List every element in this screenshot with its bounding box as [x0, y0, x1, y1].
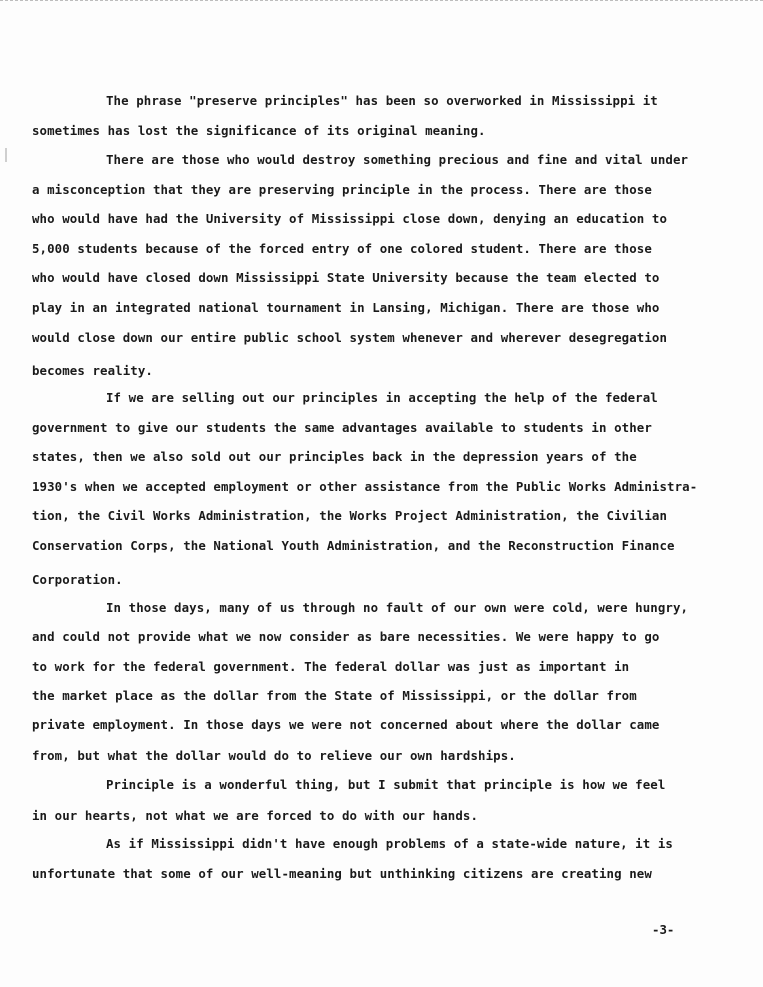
text-line: sometimes has lost the significance of its original meaning.	[32, 123, 486, 138]
text-line: Corporation.	[32, 572, 123, 587]
text-line: the market place as the dollar from the State of Mississippi, or the dollar from	[32, 688, 637, 703]
text-line: would close down our entire public school system whenever and wherever desegregation	[32, 330, 668, 345]
text-line: who would have closed down Mississippi State University because the team elected to	[32, 270, 660, 285]
text-line: As if Mississippi didn't have enough problems of a state-wide nature, it is	[106, 836, 673, 851]
text-line: private employment. In those days we were not concerned about where the dollar came	[32, 717, 660, 732]
margin-mark	[5, 148, 7, 162]
page-number: -3-	[652, 922, 675, 937]
top-dashed-border	[0, 0, 763, 7]
text-line: 1930's when we accepted employment or other assistance from the Public Works Administra-	[32, 479, 698, 494]
text-line: If we are selling out our principles in accepting the help of the federal	[106, 390, 658, 405]
text-line: unfortunate that some of our well-meaning but unthinking citizens are creating new	[32, 866, 652, 881]
text-line: to work for the federal government. The federal dollar was just as important in	[32, 659, 630, 674]
text-line: Conservation Corps, the National Youth Administration, and the Reconstruction Finance	[32, 538, 675, 553]
text-line: states, then we also sold out our principles back in the depression years of the	[32, 449, 637, 464]
text-line: 5,000 students because of the forced entry of one colored student. There are those	[32, 241, 652, 256]
text-line: tion, the Civil Works Administration, the Works Project Administration, the Civilian	[32, 508, 668, 523]
text-line: in our hearts, not what we are forced to do with our hands.	[32, 808, 479, 823]
text-line: In those days, many of us through no fault of our own were cold, were hungry,	[106, 600, 689, 615]
text-line: play in an integrated national tournament in Lansing, Michigan. There are those who	[32, 300, 660, 315]
text-line: becomes reality.	[32, 363, 153, 378]
text-line: from, but what the dollar would do to relieve our own hardships.	[32, 748, 516, 763]
text-line: government to give our students the same advantages available to students in other	[32, 420, 652, 435]
text-line: The phrase "preserve principles" has been so overworked in Mississippi it	[106, 93, 658, 108]
text-line: Principle is a wonderful thing, but I submit that principle is how we feel	[106, 777, 666, 792]
text-line: There are those who would destroy something precious and fine and vital under	[106, 152, 689, 167]
text-line: and could not provide what we now consider as bare necessities. We were happy to go	[32, 629, 660, 644]
text-line: who would have had the University of Mississippi close down, denying an education to	[32, 211, 668, 226]
text-line: a misconception that they are preserving principle in the process. There are those	[32, 182, 652, 197]
